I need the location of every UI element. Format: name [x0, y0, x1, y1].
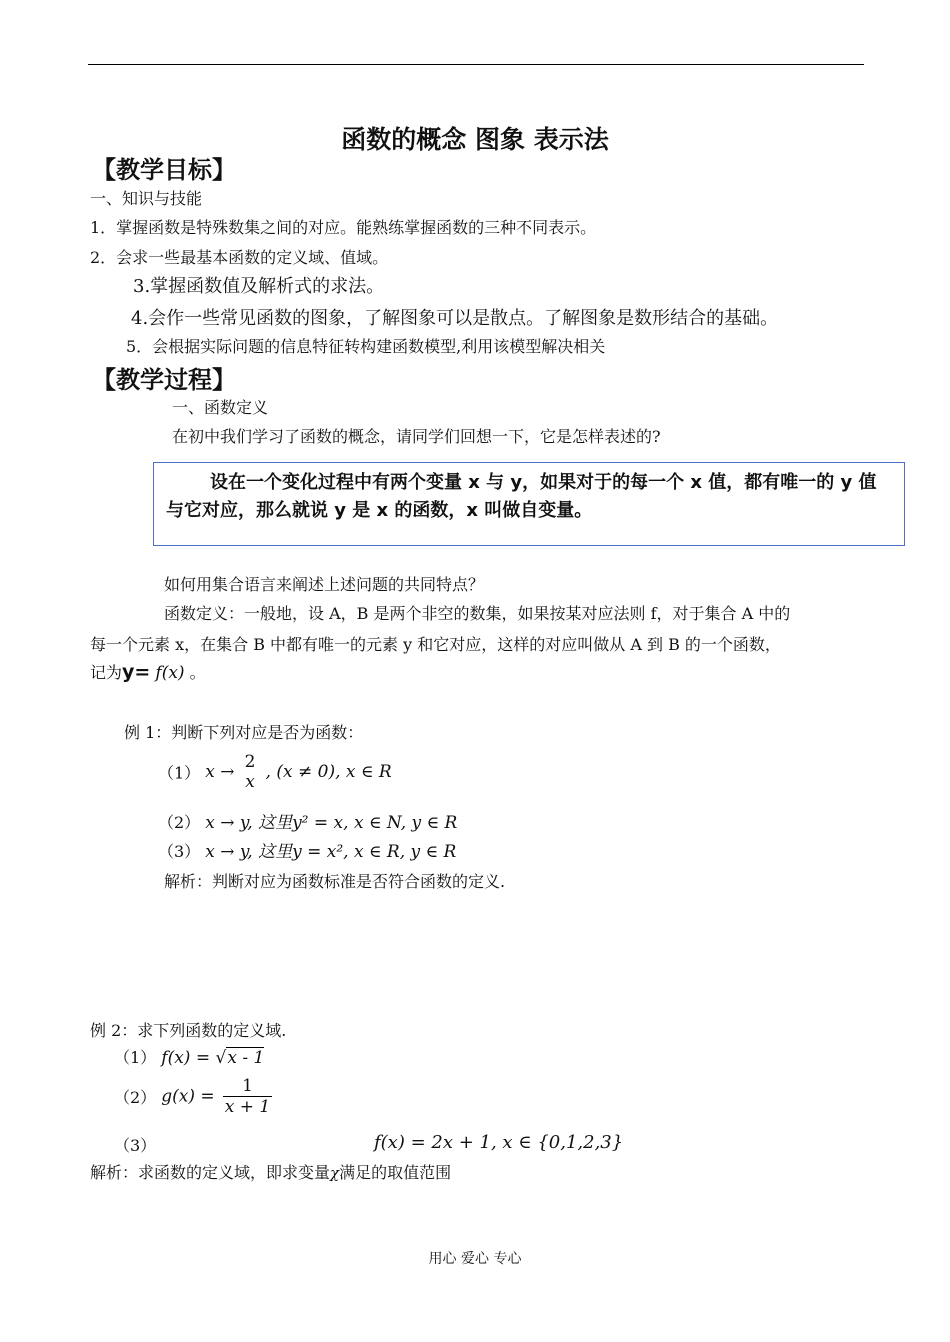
- definition-y: y=: [122, 661, 151, 683]
- example1-fraction: [243, 752, 258, 792]
- page-footer: 用心 爱心 专心: [428, 1251, 522, 1267]
- goal-item-5: 5．会根据实际问题的信息特征转构建函数模型,利用该模型解决相关: [126, 337, 606, 356]
- example1-denominator: x: [245, 772, 255, 792]
- example2-analysis: [90, 1160, 451, 1183]
- goal-item-1: 1．掌握函数是特殊数集之间的对应。能熟练掌握函数的三种不同表示。: [90, 218, 597, 237]
- example2-expr-3: f(x) = 2x + 1, x ∈ {0,1,2,3}: [374, 1132, 624, 1153]
- example2-label-3: （3）: [114, 1136, 157, 1155]
- example1-expr-1b: , (x ≠ 0), x ∈ R: [265, 762, 392, 782]
- example1-expr-3: x → y, 这里y = x², x ∈ R, y ∈ R: [205, 842, 457, 862]
- goal-item-4: 4.会作一些常见函数的图象，了解图象可以是散点。了解图象是数形结合的基础。: [131, 308, 779, 329]
- section-heading-goals: 【教学目标】: [92, 156, 236, 184]
- goal-item-3: 3.掌握函数值及解析式的求法。: [133, 276, 385, 297]
- goals-subheading: 一、知识与技能: [90, 189, 203, 208]
- definition-prefix: 记为: [90, 663, 123, 682]
- page-title: 函数的概念 图象 表示法: [341, 125, 609, 154]
- example2-denominator: x + 1: [224, 1097, 271, 1117]
- example1-numerator: 2: [244, 752, 256, 772]
- process-subheading: 一、函数定义: [172, 398, 269, 417]
- example1-expr-2: x → y, 这里y² = x, x ∈ N, y ∈ R: [205, 813, 458, 833]
- goal-item-2: 2．会求一些最基本函数的定义域、值域。: [90, 248, 389, 267]
- sqrt-symbol: √: [215, 1048, 227, 1068]
- definition-fx: f(x): [155, 663, 185, 683]
- example2-expr-1: f(x) =: [161, 1048, 216, 1068]
- definition-box: [153, 462, 905, 546]
- example2-numerator: 1: [242, 1076, 253, 1096]
- example1-expr-1a: x →: [205, 762, 235, 782]
- example2-radicand: x - 1: [227, 1048, 265, 1068]
- example1-label-1: （1）: [158, 763, 201, 783]
- example2-item-2: [114, 1076, 275, 1117]
- example2-analysis-a: 解析：求函数的定义域，即求变量: [90, 1163, 331, 1182]
- definition-box-text: 设在一个变化过程中有两个变量 x 与 y，如果对于的每一个 x 值，都有唯一的 y 值与它对应，那么就说 y 是 x 的函数，x 叫做自变量。: [166, 472, 877, 521]
- example1-analysis: 解析：判断对应为函数标准是否符合函数的定义.: [164, 872, 506, 891]
- example2-item-1: [114, 1045, 264, 1068]
- example2-label-2: （2）: [114, 1088, 157, 1107]
- example2-analysis-b: 满足的取值范围: [339, 1163, 452, 1182]
- example1-label-3: （3）: [158, 842, 201, 861]
- process-intro: 在初中我们学习了函数的概念，请同学们回想一下，它是怎样表述的?: [172, 427, 661, 446]
- definition-suffix: 。: [189, 663, 206, 682]
- example2-analysis-chi: χ: [330, 1164, 340, 1182]
- set-language-question: 如何用集合语言来阐述上述问题的共同特点？: [164, 575, 485, 594]
- section-heading-process: 【教学过程】: [92, 366, 236, 394]
- example1-label-2: （2）: [158, 813, 201, 832]
- example1-item-2: [158, 808, 457, 833]
- definition-line-3: [90, 660, 206, 683]
- example2-expr-2: g(x) =: [161, 1086, 215, 1107]
- example1-title: 例 1：判断下列对应是否为函数：: [124, 723, 364, 742]
- example1-item-3: [158, 837, 456, 862]
- example1-item-1: [158, 752, 392, 792]
- header-rule: [88, 64, 864, 65]
- definition-line-1: 函数定义：一般地，设 A，B 是两个非空的数集，如果按某对应法则 f，对于集合 A 中的: [164, 604, 791, 623]
- example2-label-1: （1）: [114, 1048, 157, 1067]
- example2-title: 例 2：求下列函数的定义域.: [90, 1021, 287, 1040]
- example2-fraction: [223, 1076, 272, 1117]
- definition-line-2: 每一个元素 x，在集合 B 中都有唯一的元素 y 和它对应，这样的对应叫做从 A 到 B 的一个函数，: [90, 635, 781, 654]
